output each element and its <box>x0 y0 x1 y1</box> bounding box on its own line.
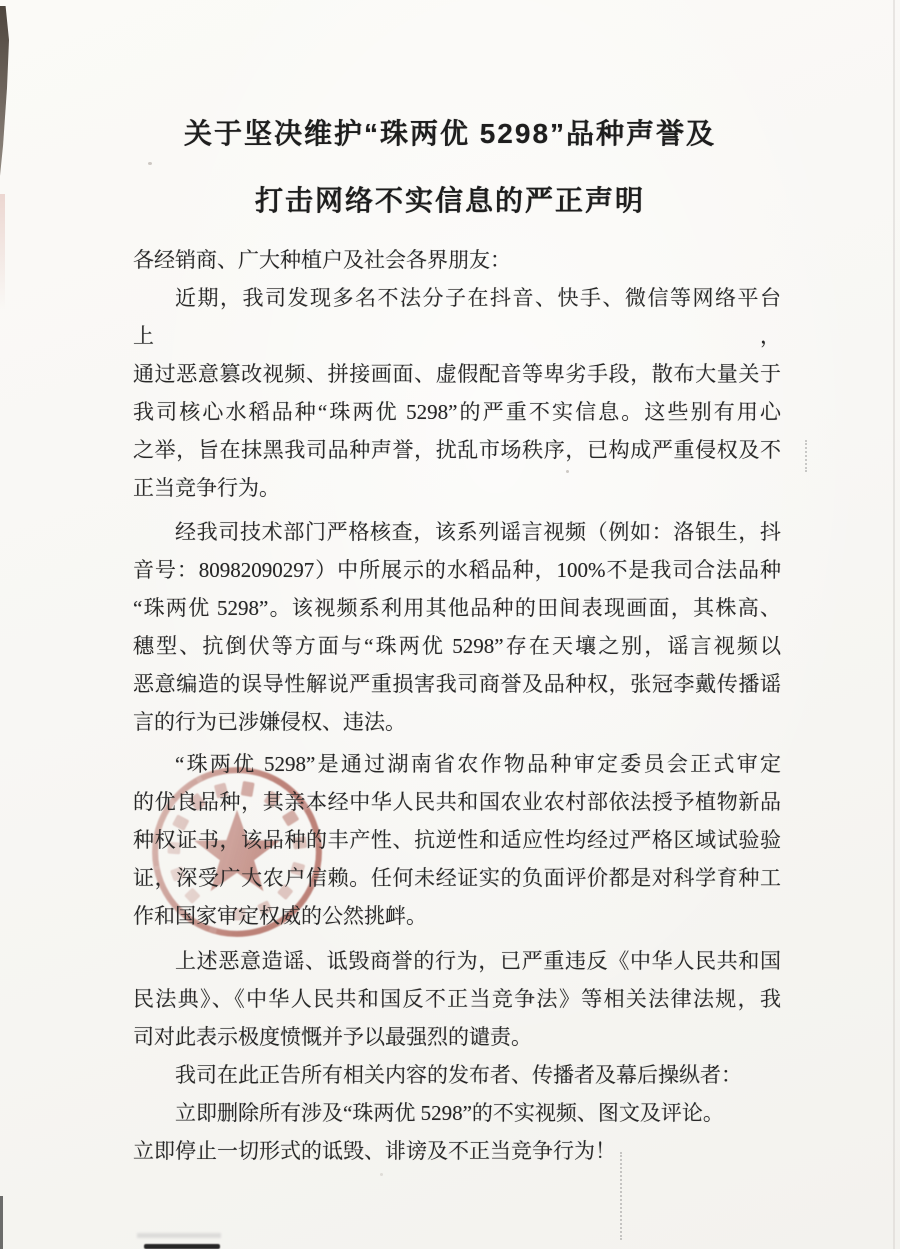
text-line: 各经销商、广大种植户及社会各界朋友： <box>133 248 511 272</box>
text-line: 通过恶意篡改视频、拼接画面、虚假配音等卑劣手段，散布大量关于 <box>133 362 781 386</box>
text-line: 我司核心水稻品种“珠两优 5298”的严重不实信息。这些别有用心 <box>133 400 781 424</box>
body-text <box>133 241 781 1170</box>
text-line: 正当竞争行为。 <box>133 476 280 500</box>
text-line: 我司在此正告所有相关内容的发布者、传播者及幕后操纵者： <box>175 1063 742 1087</box>
document-title-line-1: 关于坚决维护“珠两优 5298”品种声誉及 <box>183 118 717 149</box>
text-line: 音号：80982090297）中所展示的水稻品种，100%不是我司合法品种 <box>133 558 781 582</box>
text-line: 的优良品种，其亲本经中华人民共和国农业农村部依法授予植物新品 <box>133 790 781 814</box>
text-line: 证，深受广大农户信赖。任何未经证实的负面评价都是对科学育种工 <box>133 866 781 890</box>
text-line: 恶意编造的误导性解说严重损害我司商誉及品种权，张冠李戴传播谣 <box>133 672 781 696</box>
paper-edge-shadow-bottom-left <box>0 1196 3 1249</box>
text-line: 穗型、抗倒伏等方面与“珠两优 5298”存在天壤之别，谣言视频以 <box>133 634 781 658</box>
scan-speck <box>148 162 152 165</box>
document-title-line-2: 打击网络不实信息的严正声明 <box>254 185 645 216</box>
text-line: 民法典》、《中华人民共和国反不正当竞争法》等相关法律法规，我 <box>133 987 781 1011</box>
scan-speck <box>380 1173 383 1176</box>
text-line: 经我司技术部门严格核查，该系列谣言视频（例如：洛银生，抖 <box>175 520 781 544</box>
scan-dotted-artifact <box>805 440 807 472</box>
text-line: “珠两优 5298”是通过湖南省农作物品种审定委员会正式审定 <box>175 752 781 776</box>
text-line: 言的行为已涉嫌侵权、违法。 <box>133 710 406 734</box>
text-line: 之举，旨在抹黑我司品种声誉，扰乱市场秩序，已构成严重侵权及不 <box>133 438 781 462</box>
text-line: “珠两优 5298”。该视频系利用其他品种的田间表现画面，其株高、 <box>133 596 781 620</box>
scan-mark-bottom <box>144 1244 220 1249</box>
text-line: 立即停止一切形式的诋毁、诽谤及不正当竞争行为！ <box>133 1139 616 1163</box>
text-line: 上述恶意造谣、诋毁商誉的行为，已严重违反《中华人民共和国 <box>175 949 781 973</box>
text-line: 立即删除所有涉及“珠两优 5298”的不实视频、图文及评论。 <box>175 1101 724 1125</box>
text-line: 司对此表示极度愤慨并予以最强烈的谴责。 <box>133 1025 532 1049</box>
text-line: 近期，我司发现多名不法分子在抖音、快手、微信等网络平台上， <box>133 286 781 348</box>
text-line: 作和国家审定权威的公然挑衅。 <box>133 904 427 928</box>
scan-smudge-bottom <box>137 1233 221 1238</box>
text-line: 种权证书，该品种的丰产性、抗逆性和适应性均经过严格区域试验验 <box>133 828 781 852</box>
